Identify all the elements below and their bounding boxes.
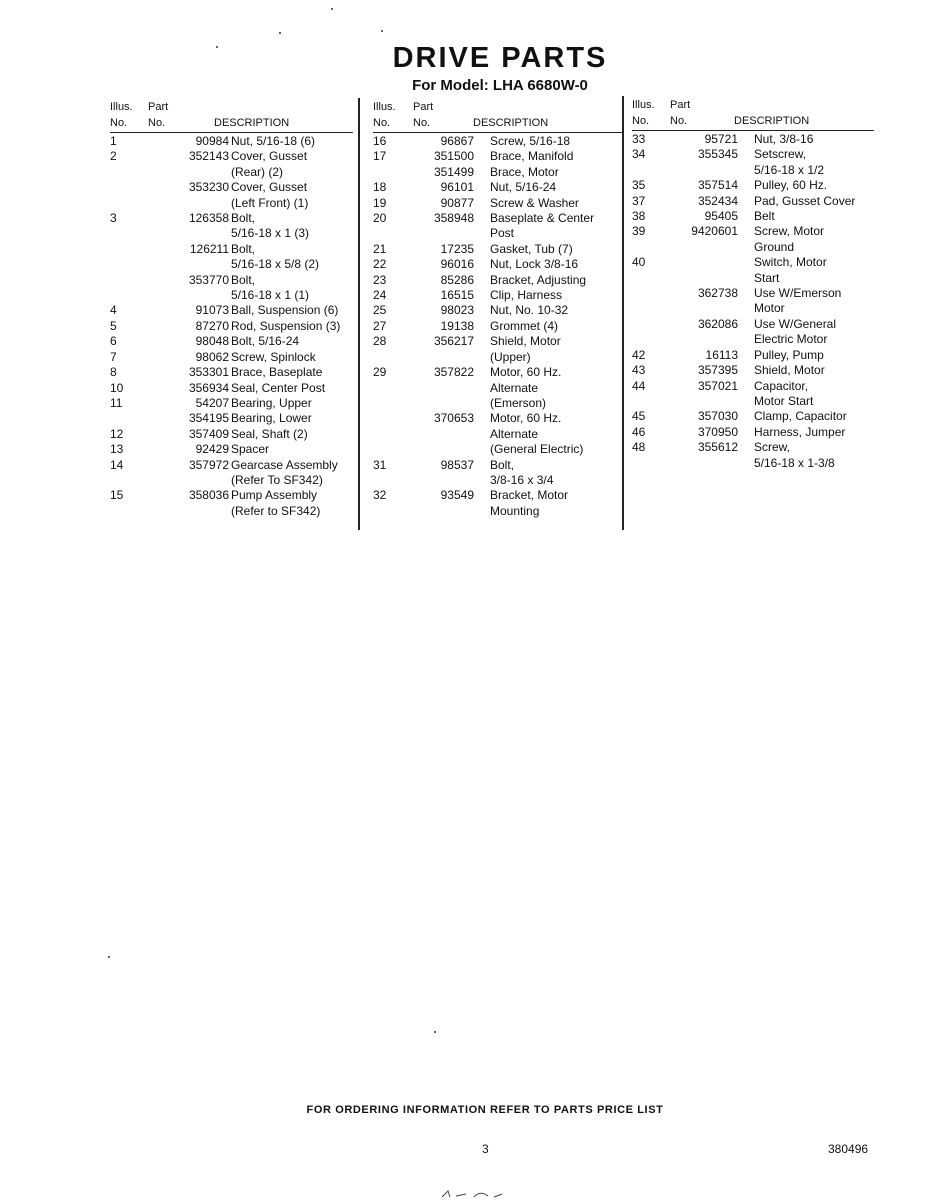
table-row <box>373 334 623 349</box>
illus-number: 14 <box>110 457 124 472</box>
table-row <box>110 350 353 365</box>
scan-speck <box>279 32 281 34</box>
illus-number: 13 <box>110 442 124 457</box>
table-row <box>110 427 353 442</box>
part-description: Bracket, Adjusting <box>490 272 587 287</box>
part-number: 352143 <box>188 149 229 164</box>
table-row <box>632 317 874 332</box>
part-description: Shield, Motor <box>490 334 561 349</box>
table-row <box>632 301 874 316</box>
part-description: Rod, Suspension (3) <box>231 318 341 333</box>
table-row <box>632 332 874 347</box>
table-row <box>373 442 623 457</box>
part-description: Belt <box>754 209 775 224</box>
part-description: Motor, 60 Hz. <box>490 365 562 380</box>
illus-number: 5 <box>110 318 117 333</box>
part-description: Nut, 3/8-16 <box>754 132 814 146</box>
illus-number: 46 <box>632 424 646 439</box>
part-number: 98023 <box>440 303 474 318</box>
part-description: 5/16-18 x 1 (3) <box>231 226 310 241</box>
illus-number: 32 <box>373 488 387 503</box>
part-number: 356934 <box>188 380 229 395</box>
table-row <box>632 348 874 363</box>
table-row <box>110 488 353 503</box>
part-number: 357030 <box>697 409 738 424</box>
table-row <box>373 242 623 257</box>
part-number: 92429 <box>195 442 229 457</box>
part-description: Cover, Gusset <box>231 180 308 195</box>
table-row <box>373 196 623 211</box>
header-divider <box>632 130 874 131</box>
part-description: Grommet (4) <box>490 318 559 333</box>
header-part: Part <box>148 101 169 113</box>
part-number: 98537 <box>440 457 474 472</box>
scan-speck <box>434 1031 436 1033</box>
illus-number: 22 <box>373 257 387 272</box>
illus-number: 28 <box>373 334 387 349</box>
part-number: 98062 <box>195 349 229 364</box>
illus-number: 27 <box>373 318 387 333</box>
part-number: 351499 <box>433 164 474 179</box>
table-row <box>110 334 353 349</box>
part-number: 98048 <box>195 334 229 349</box>
part-description: Capacitor, <box>754 378 809 393</box>
table-row <box>110 134 353 149</box>
part-description: Shield, Motor <box>754 363 825 378</box>
part-description: Bolt, 5/16-24 <box>231 334 300 349</box>
illus-number: 25 <box>373 303 387 318</box>
table-row <box>110 196 353 211</box>
part-description: Gearcase Assembly <box>231 457 338 472</box>
part-description: Alternate <box>490 380 539 395</box>
part-description: (Left Front) (1) <box>231 195 309 210</box>
part-description: Use W/General <box>754 316 837 331</box>
header-description: DESCRIPTION <box>214 117 290 129</box>
illus-number: 1 <box>110 134 117 148</box>
part-description: Baseplate & Center <box>490 211 595 226</box>
table-row <box>632 240 874 255</box>
illus-number: 35 <box>632 178 646 193</box>
part-number: 357409 <box>188 426 229 441</box>
part-number: 87270 <box>195 318 229 333</box>
part-number: 96867 <box>440 134 474 148</box>
table-row <box>632 409 874 424</box>
header-illus-no: No. <box>110 117 128 129</box>
header-part-no: No. <box>670 115 688 127</box>
part-number: 126211 <box>189 241 229 256</box>
table-row <box>373 273 623 288</box>
table-row <box>373 365 623 380</box>
illus-number: 4 <box>110 303 117 318</box>
illus-number: 11 <box>110 395 123 410</box>
scan-speck <box>331 8 333 10</box>
illus-number: 37 <box>632 193 646 208</box>
part-number: 357822 <box>433 365 474 380</box>
illus-number: 42 <box>632 347 646 362</box>
table-row <box>373 411 623 426</box>
table-row <box>110 165 353 180</box>
part-description: Seal, Center Post <box>231 380 326 395</box>
table-row <box>110 273 353 288</box>
part-number: 126358 <box>188 211 229 226</box>
part-description: Screw, Spinlock <box>231 349 316 364</box>
part-description: Ground <box>754 239 795 254</box>
part-description: Bearing, Upper <box>231 395 312 410</box>
part-description: Pad, Gusset Cover <box>754 193 856 208</box>
part-description: (Rear) (2) <box>231 164 284 179</box>
column-header <box>110 98 353 134</box>
part-number: 354195 <box>188 411 229 426</box>
part-number: 355612 <box>697 440 738 455</box>
table-row <box>110 365 353 380</box>
illus-number: 18 <box>373 180 387 195</box>
table-row <box>373 381 623 396</box>
part-number: 96016 <box>440 257 474 272</box>
part-number: 91073 <box>195 303 229 318</box>
part-description: Post <box>490 226 515 241</box>
part-description: Brace, Baseplate <box>231 365 323 380</box>
part-number: 356217 <box>433 334 474 349</box>
part-description: Screw & Washer <box>490 195 579 210</box>
table-row <box>110 226 353 241</box>
part-description: Pulley, 60 Hz. <box>754 178 828 193</box>
part-description: Ball, Suspension (6) <box>231 303 339 318</box>
illus-number: 44 <box>632 378 646 393</box>
table-row <box>373 149 623 164</box>
header-description: DESCRIPTION <box>734 115 810 127</box>
table-row <box>373 226 623 241</box>
part-description: (General Electric) <box>490 442 584 457</box>
column-header <box>373 98 623 134</box>
table-row <box>632 132 874 147</box>
table-row <box>110 396 353 411</box>
part-description: Start <box>754 270 780 285</box>
part-number: 353230 <box>188 180 229 195</box>
table-row <box>373 427 623 442</box>
table-row <box>110 303 353 318</box>
header-part-no: No. <box>413 117 431 129</box>
part-description: Motor <box>754 301 785 316</box>
table-row <box>632 394 874 409</box>
part-description: Switch, Motor <box>754 255 827 270</box>
illus-number: 34 <box>632 147 646 162</box>
table-row <box>373 211 623 226</box>
table-row <box>632 440 874 455</box>
header-illus: Illus. <box>373 101 396 113</box>
table-row <box>373 165 623 180</box>
part-description: Screw, 5/16-18 <box>490 134 571 148</box>
illus-number: 3 <box>110 211 117 226</box>
illus-number: 2 <box>110 149 117 164</box>
illus-number: 15 <box>110 488 124 503</box>
table-row <box>632 271 874 286</box>
column-divider <box>358 98 360 530</box>
table-row <box>110 504 353 519</box>
illus-number: 45 <box>632 409 646 424</box>
illus-number: 19 <box>373 195 387 210</box>
part-number: 370950 <box>697 424 738 439</box>
table-row <box>373 504 623 519</box>
part-number: 9420601 <box>691 224 738 239</box>
header-part-no: No. <box>148 117 166 129</box>
table-row <box>110 319 353 334</box>
header-part: Part <box>413 101 434 113</box>
table-row <box>110 381 353 396</box>
part-description: Clamp, Capacitor <box>754 409 847 424</box>
part-number: 357021 <box>697 378 738 393</box>
part-description: 5/16-18 x 1-3/8 <box>754 455 835 470</box>
handwritten-mark <box>440 1188 530 1200</box>
table-row <box>632 286 874 301</box>
illus-number: 20 <box>373 211 387 226</box>
part-description: Spacer <box>231 442 270 457</box>
part-description: Bolt, <box>231 211 256 226</box>
illus-number: 7 <box>110 349 117 364</box>
table-row <box>373 180 623 195</box>
part-number: 362086 <box>697 316 738 331</box>
part-number: 95721 <box>704 132 738 146</box>
table-row <box>110 473 353 488</box>
part-description: (Upper) <box>490 349 531 364</box>
part-number: 357514 <box>697 178 738 193</box>
table-row <box>632 178 874 193</box>
part-number: 351500 <box>433 149 474 164</box>
table-row <box>632 224 874 239</box>
illus-number: 38 <box>632 209 646 224</box>
part-description: Gasket, Tub (7) <box>490 241 573 256</box>
header-illus: Illus. <box>632 99 655 111</box>
table-row <box>373 303 623 318</box>
part-number: 19138 <box>440 318 474 333</box>
table-row <box>110 458 353 473</box>
part-description: Setscrew, <box>754 147 807 162</box>
table-row <box>373 134 623 149</box>
part-number: 16113 <box>705 347 738 362</box>
part-number: 90877 <box>440 195 474 210</box>
part-description: Seal, Shaft (2) <box>231 426 308 441</box>
illus-number: 12 <box>110 426 124 441</box>
table-row <box>373 288 623 303</box>
parts-column-1 <box>110 98 353 519</box>
part-description: 5/16-18 x 1/2 <box>754 162 825 177</box>
table-row <box>110 242 353 257</box>
illus-number: 6 <box>110 334 117 349</box>
parts-rows <box>110 134 353 519</box>
table-row <box>110 180 353 195</box>
part-description: Pulley, Pump <box>754 347 824 362</box>
header-illus-no: No. <box>373 117 391 129</box>
part-description: Motor, 60 Hz. <box>490 411 562 426</box>
header-divider <box>373 132 623 133</box>
part-number: 85286 <box>440 272 474 287</box>
scan-speck <box>108 956 110 958</box>
illus-number: 48 <box>632 440 646 455</box>
part-description: Screw, Motor <box>754 224 825 239</box>
parts-rows <box>632 132 874 471</box>
part-number: 353301 <box>188 365 229 380</box>
part-number: 357395 <box>697 363 738 378</box>
table-row <box>373 319 623 334</box>
table-row <box>110 257 353 272</box>
illus-number: 29 <box>373 365 387 380</box>
part-description: Bracket, Motor <box>490 488 569 503</box>
part-number: 358036 <box>188 488 229 503</box>
part-description: Pump Assembly <box>231 488 318 503</box>
part-number: 96101 <box>440 180 474 195</box>
scan-speck <box>216 46 218 48</box>
part-description: Bolt, <box>231 241 256 256</box>
part-number: 370653 <box>433 411 474 426</box>
header-illus-no: No. <box>632 115 650 127</box>
illus-number: 23 <box>373 272 387 287</box>
part-number: 355345 <box>697 147 738 162</box>
illus-number: 17 <box>373 149 387 164</box>
page-title: DRIVE PARTS <box>392 42 608 74</box>
part-description: 3/8-16 x 3/4 <box>490 472 554 487</box>
illus-number: 24 <box>373 288 387 303</box>
header-illus: Illus. <box>110 101 133 113</box>
part-description: Harness, Jumper <box>754 424 846 439</box>
part-number: 362738 <box>697 286 738 301</box>
part-number: 54207 <box>195 395 229 410</box>
part-description: (Emerson) <box>490 395 547 410</box>
part-description: Bolt, <box>231 272 256 287</box>
part-description: Cover, Gusset <box>231 149 308 164</box>
illus-number: 43 <box>632 363 646 378</box>
table-row <box>373 350 623 365</box>
table-row <box>373 473 623 488</box>
table-row <box>110 211 353 226</box>
table-row <box>632 255 874 270</box>
table-row <box>110 442 353 457</box>
part-number: 93549 <box>440 488 474 503</box>
header-part: Part <box>670 99 691 111</box>
part-number: 357972 <box>188 457 229 472</box>
column-divider <box>622 96 624 530</box>
part-number: 353770 <box>188 272 229 287</box>
part-description: Alternate <box>490 426 539 441</box>
part-description: Motor Start <box>754 393 814 408</box>
table-row <box>632 363 874 378</box>
part-description: Brace, Manifold <box>490 149 574 164</box>
parts-column-2 <box>373 98 623 519</box>
table-row <box>632 456 874 471</box>
table-row <box>632 163 874 178</box>
part-description: (Refer to SF342) <box>231 503 321 518</box>
part-description: Bolt, <box>490 457 515 472</box>
part-number: 358948 <box>433 211 474 226</box>
table-row <box>632 209 874 224</box>
model-subtitle: For Model: LHA 6680W-0 <box>412 77 588 94</box>
illus-number: 39 <box>632 224 646 239</box>
part-description: Electric Motor <box>754 332 828 347</box>
parts-column-3 <box>632 96 874 471</box>
illus-number: 8 <box>110 365 117 380</box>
table-row <box>373 257 623 272</box>
part-description: Nut, 5/16-24 <box>490 180 557 195</box>
illus-number: 31 <box>373 457 387 472</box>
ordering-info-footer: FOR ORDERING INFORMATION REFER TO PARTS PRICE LIST <box>306 1104 664 1116</box>
part-description: Bearing, Lower <box>231 411 312 426</box>
part-description: 5/16-18 x 5/8 (2) <box>231 257 320 272</box>
part-description: Nut, 5/16-18 (6) <box>231 134 316 148</box>
table-row <box>110 288 353 303</box>
table-row <box>373 488 623 503</box>
table-row <box>110 149 353 164</box>
table-row <box>373 396 623 411</box>
part-number: 95405 <box>704 209 738 224</box>
page-number: 3 <box>482 1142 489 1156</box>
part-description: Screw, <box>754 440 791 455</box>
part-description: Nut, No. 10-32 <box>490 303 569 318</box>
part-description: Clip, Harness <box>490 288 563 303</box>
part-description: Use W/Emerson <box>754 286 842 301</box>
illus-number: 40 <box>632 255 646 270</box>
part-number: 90984 <box>195 134 229 148</box>
table-row <box>632 425 874 440</box>
illus-number: 21 <box>373 241 387 256</box>
table-row <box>373 458 623 473</box>
column-header <box>632 96 874 132</box>
part-description: Nut, Lock 3/8-16 <box>490 257 579 272</box>
illus-number: 10 <box>110 380 124 395</box>
table-row <box>632 147 874 162</box>
header-description: DESCRIPTION <box>473 117 549 129</box>
part-number: 16515 <box>440 288 474 303</box>
part-description: Brace, Motor <box>490 164 559 179</box>
table-row <box>632 194 874 209</box>
scan-speck <box>381 30 383 32</box>
part-description: 5/16-18 x 1 (1) <box>231 288 310 303</box>
part-description: (Refer To SF342) <box>231 472 323 487</box>
table-row <box>632 379 874 394</box>
part-description: Mounting <box>490 503 540 518</box>
header-divider <box>110 132 353 133</box>
illus-number: 16 <box>373 134 387 148</box>
table-row <box>110 411 353 426</box>
parts-rows <box>373 134 623 519</box>
illus-number: 33 <box>632 132 646 146</box>
part-number: 17235 <box>440 241 474 256</box>
document-number: 380496 <box>828 1142 869 1156</box>
part-number: 352434 <box>697 193 738 208</box>
